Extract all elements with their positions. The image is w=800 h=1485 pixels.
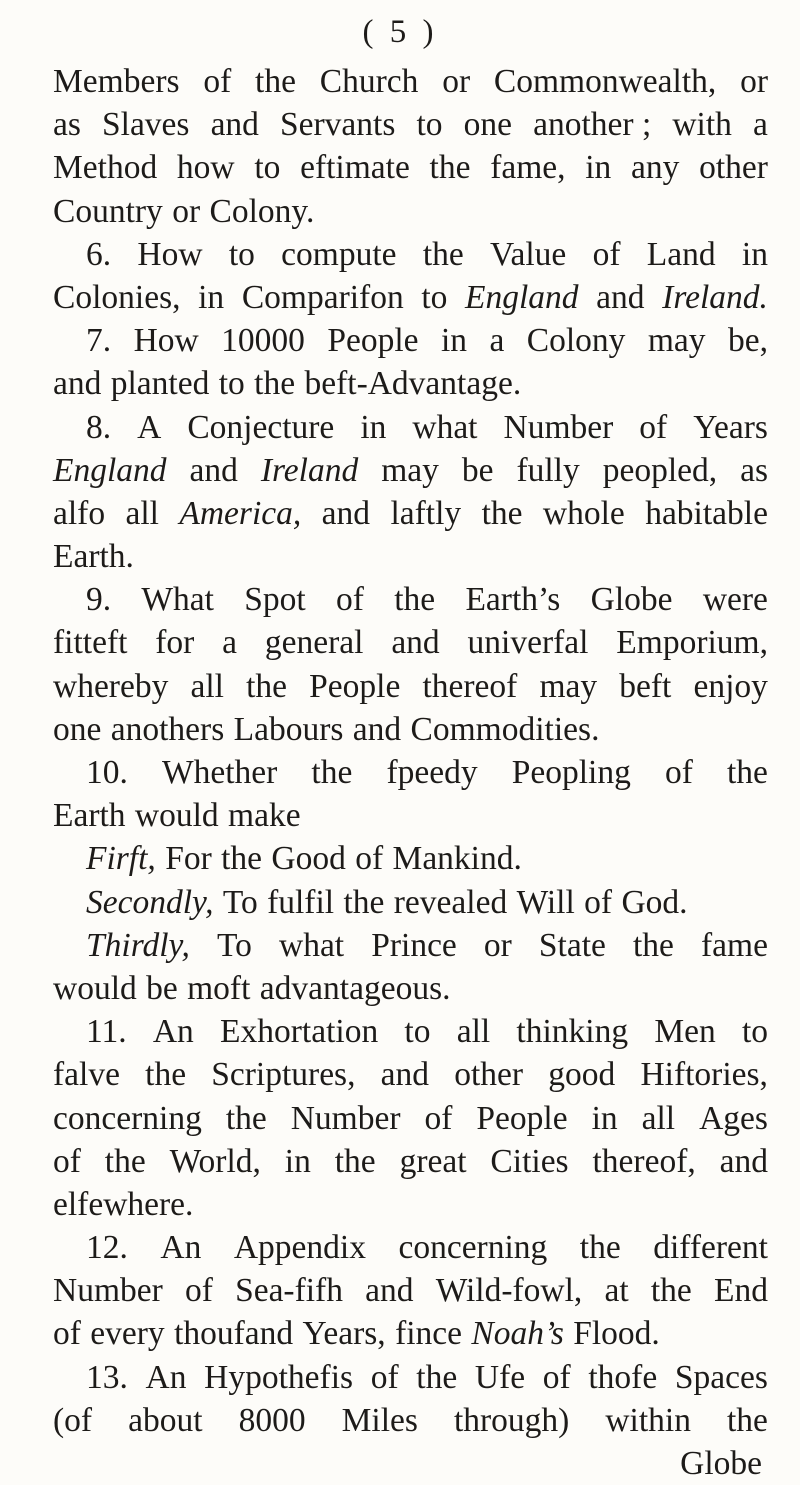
word: through) <box>453 1401 570 1439</box>
word: all <box>125 494 159 532</box>
word: Number <box>53 1272 163 1310</box>
word: of <box>639 408 668 446</box>
word: A <box>137 408 162 446</box>
word: fince <box>395 1315 463 1353</box>
word: what <box>279 926 345 964</box>
text-line <box>53 708 768 751</box>
word: Peopling <box>511 754 631 791</box>
word: Earth. <box>53 538 134 576</box>
text-line <box>53 1140 768 1183</box>
word: elfewhere. <box>53 1185 194 1223</box>
word: beft-Advantage. <box>304 365 522 403</box>
word: different <box>653 1229 768 1267</box>
text-line <box>53 967 768 1010</box>
word: may <box>647 322 706 360</box>
word: or <box>172 192 201 230</box>
word: Land <box>646 235 716 273</box>
word: all <box>190 667 224 705</box>
word: Miles <box>341 1401 418 1439</box>
word: of <box>542 1358 571 1396</box>
text-line <box>53 60 768 103</box>
word: one <box>463 106 513 144</box>
word: People <box>327 322 419 360</box>
text-line <box>53 924 768 967</box>
text-line <box>53 1097 768 1140</box>
word: and <box>189 451 238 489</box>
word: fame <box>701 926 768 964</box>
word: fulfil <box>267 883 335 921</box>
word: Method <box>53 149 158 187</box>
word: and <box>719 1142 768 1180</box>
word: the <box>632 926 674 964</box>
italic-word: Noah’s <box>471 1315 564 1353</box>
word: of <box>424 1099 453 1137</box>
word: Years <box>693 408 768 446</box>
word: other <box>454 1056 524 1094</box>
word: 10. <box>86 754 128 791</box>
word: Wild-fowl, <box>435 1272 583 1310</box>
word: 11. <box>86 1013 127 1051</box>
word: Value <box>490 235 567 273</box>
text-line <box>53 1226 768 1269</box>
word: of <box>664 754 693 791</box>
text-line <box>53 794 768 837</box>
word: Good <box>271 840 346 878</box>
word: falve <box>53 1056 120 1094</box>
word: to <box>254 149 281 187</box>
word: the <box>254 365 296 403</box>
catchword-line <box>53 1442 768 1485</box>
word: Labours <box>233 710 344 748</box>
word: 8000 <box>238 1401 306 1439</box>
word: thinking <box>516 1013 629 1051</box>
word: What <box>141 581 214 619</box>
word: to <box>404 1013 431 1051</box>
word: another ; <box>533 106 652 144</box>
word: 7. <box>86 322 112 360</box>
text-line <box>53 1269 768 1312</box>
text-line <box>53 665 768 708</box>
word: of <box>370 1358 399 1396</box>
word: the <box>416 1358 458 1396</box>
word: within <box>605 1401 691 1439</box>
text-line <box>53 1356 768 1399</box>
word: about <box>128 1401 203 1439</box>
word: concerning <box>53 1099 202 1137</box>
word: Cities <box>490 1142 569 1180</box>
word: Colonies, <box>53 278 181 316</box>
word: An <box>160 1229 202 1267</box>
word: anothers <box>110 710 225 748</box>
word: Servants <box>280 106 396 144</box>
text-line <box>53 837 768 880</box>
word: general <box>264 624 364 662</box>
word: Flood. <box>573 1315 660 1353</box>
word: and <box>53 365 102 403</box>
word: Number <box>290 1099 401 1137</box>
word: other <box>699 149 768 187</box>
word: in <box>440 322 468 360</box>
italic-word: Ireland <box>260 451 359 489</box>
word: To <box>222 883 258 921</box>
word: Scriptures, <box>211 1056 356 1094</box>
word: in <box>741 235 768 273</box>
word: People <box>309 667 401 705</box>
italic-word: Ireland. <box>662 278 768 316</box>
word: or <box>483 926 512 964</box>
text-line <box>53 751 768 794</box>
word: would <box>134 797 219 835</box>
word: How <box>133 322 199 360</box>
word: Conjecture <box>187 408 335 446</box>
word: may <box>539 667 598 705</box>
word: (of <box>53 1401 93 1439</box>
word: Ages <box>699 1099 768 1137</box>
word: eftimate <box>300 149 410 187</box>
word: Globe <box>680 1445 762 1482</box>
word: the <box>481 494 523 532</box>
word: the <box>221 840 263 878</box>
word: Spot <box>244 581 306 619</box>
word: of <box>355 840 384 878</box>
word: How <box>137 235 203 273</box>
word: Number <box>503 408 614 446</box>
word: laftly <box>390 494 462 532</box>
text-line <box>53 362 768 405</box>
word: be, <box>727 322 768 360</box>
text-line <box>53 1010 768 1053</box>
word: of <box>53 1142 81 1180</box>
word: to <box>218 365 245 403</box>
word: End <box>714 1272 768 1310</box>
word: beft <box>619 667 672 705</box>
word: moft <box>187 969 251 1007</box>
word: in <box>284 1142 311 1180</box>
word: Prince <box>371 926 457 964</box>
word: God. <box>621 883 688 921</box>
text-line <box>53 103 768 146</box>
italic-word: Firft, <box>86 840 156 878</box>
word: and <box>391 624 440 662</box>
word: the <box>255 63 296 100</box>
word: An <box>152 1013 194 1051</box>
word: peopled, <box>602 451 718 489</box>
word: enjoy <box>693 667 768 705</box>
text-line <box>53 406 768 449</box>
word: of <box>584 883 613 921</box>
word: as <box>740 451 768 489</box>
word: in <box>360 408 387 446</box>
text-line <box>53 578 768 621</box>
word: the <box>246 667 288 705</box>
word: a <box>222 624 238 662</box>
word: Emporium, <box>616 624 768 662</box>
word: be <box>461 451 494 489</box>
text-line <box>53 319 768 362</box>
word: the <box>727 1401 768 1439</box>
word: a <box>753 106 768 144</box>
text-line <box>53 1312 768 1355</box>
word: For <box>165 840 212 878</box>
word: Mankind. <box>392 840 522 878</box>
body-text <box>53 60 768 1485</box>
word: with <box>672 106 732 144</box>
word: and <box>365 1272 414 1310</box>
word: the <box>343 883 385 921</box>
word: whole <box>542 494 625 532</box>
word: Colony. <box>209 192 315 230</box>
word: every <box>90 1315 165 1353</box>
word: revealed <box>393 883 508 921</box>
word: thofe <box>588 1358 658 1396</box>
word: of <box>592 235 621 273</box>
word: make <box>228 797 301 835</box>
text-line <box>53 190 768 233</box>
word: thoufand <box>174 1315 294 1353</box>
word: a <box>489 322 505 360</box>
text-line <box>53 276 768 319</box>
word: and <box>352 710 402 748</box>
italic-word: Secondly, <box>86 883 214 921</box>
word: or <box>740 63 768 100</box>
word: Church <box>319 63 419 100</box>
word: and <box>321 494 371 532</box>
word: State <box>538 926 606 964</box>
word: Hiftories, <box>640 1056 768 1094</box>
word: the <box>394 581 436 619</box>
text-line <box>53 535 768 578</box>
word: would <box>53 969 137 1007</box>
word: Men <box>654 1013 716 1051</box>
word: 13. <box>86 1358 128 1396</box>
word: Appendix <box>233 1229 366 1267</box>
word: Globe <box>590 581 673 619</box>
word: concerning <box>398 1229 548 1267</box>
word: 6. <box>86 235 112 273</box>
word: the <box>311 754 353 791</box>
italic-word: England <box>465 278 579 316</box>
text-line <box>53 881 768 924</box>
word: the <box>225 1099 267 1137</box>
word: Earth’s <box>465 581 561 619</box>
word: thereof <box>422 667 518 705</box>
word: habitable <box>645 494 768 532</box>
word: An <box>145 1358 187 1396</box>
italic-word: America, <box>179 494 302 532</box>
word: Commodities. <box>410 710 600 748</box>
word: to <box>416 106 443 144</box>
word: the <box>650 1272 692 1310</box>
word: one <box>53 710 102 748</box>
word: at <box>604 1272 629 1310</box>
text-line <box>53 146 768 189</box>
word: Ufe <box>474 1358 526 1396</box>
word: how <box>176 149 235 187</box>
word: the <box>726 754 768 791</box>
word: to <box>228 235 255 273</box>
italic-word: England <box>53 451 167 489</box>
word: and <box>380 1056 430 1094</box>
word: Spaces <box>674 1358 768 1396</box>
word: the <box>104 1142 146 1180</box>
word: fully <box>516 451 580 489</box>
word: 10000 <box>221 322 305 360</box>
word: compute <box>281 235 397 273</box>
text-line <box>53 492 768 535</box>
text-line <box>53 1399 768 1442</box>
word: or <box>442 63 471 100</box>
word: and <box>210 106 259 144</box>
word: the <box>429 149 471 187</box>
word: fitteft <box>53 624 128 662</box>
word: Hypothefis <box>204 1358 354 1396</box>
word: all <box>641 1099 676 1137</box>
word: fpeedy <box>386 754 478 791</box>
text-line <box>53 449 768 492</box>
text-line <box>53 621 768 664</box>
word: fame, <box>490 149 566 187</box>
word: great <box>399 1142 467 1180</box>
word: for <box>155 624 195 662</box>
word: Comparifon <box>241 278 404 316</box>
word: may <box>381 451 439 489</box>
word: World, <box>169 1142 261 1180</box>
word: in <box>591 1099 618 1137</box>
word: to <box>421 278 448 316</box>
word: advantageous. <box>259 969 451 1007</box>
word: alfo <box>53 494 106 532</box>
word: of <box>53 1315 81 1353</box>
word: the <box>422 235 464 273</box>
word: People <box>476 1099 568 1137</box>
word: of <box>184 1272 213 1310</box>
word: Earth <box>53 797 126 835</box>
word: whereby <box>53 667 169 705</box>
word: in <box>198 278 225 316</box>
italic-word: Thirdly, <box>86 926 190 964</box>
word: in <box>585 149 612 187</box>
word: good <box>548 1056 616 1094</box>
word: the <box>145 1056 187 1094</box>
word: the <box>334 1142 376 1180</box>
word: as <box>53 106 81 144</box>
word: Whether <box>161 754 278 791</box>
word: 9. <box>86 581 112 619</box>
text-line <box>53 1183 768 1226</box>
word: of <box>203 63 232 100</box>
word: Sea-fifh <box>235 1272 343 1310</box>
page-number-header: ( 5 ) <box>362 14 438 50</box>
word: any <box>630 149 680 187</box>
word: the <box>579 1229 621 1267</box>
word: To <box>217 926 252 964</box>
word: were <box>702 581 768 619</box>
word: and <box>596 278 645 316</box>
text-line <box>53 1053 768 1096</box>
word: Colony <box>526 322 626 360</box>
word: Country <box>53 192 163 230</box>
word: thereof, <box>592 1142 696 1180</box>
word: Members <box>53 63 180 100</box>
word: Years, <box>302 1315 386 1353</box>
word: Will <box>516 883 575 921</box>
word: what <box>412 408 478 446</box>
word: be <box>146 969 178 1007</box>
text-line <box>53 233 768 276</box>
word: Exhortation <box>220 1013 379 1051</box>
word: all <box>456 1013 491 1051</box>
word: Slaves <box>102 106 190 144</box>
word: univerfal <box>467 624 589 662</box>
word: to <box>741 1013 768 1051</box>
word: planted <box>110 365 210 403</box>
word: 8. <box>86 408 112 446</box>
word: 12. <box>86 1229 128 1267</box>
word: of <box>336 581 364 619</box>
word: Commonwealth, <box>493 63 717 100</box>
